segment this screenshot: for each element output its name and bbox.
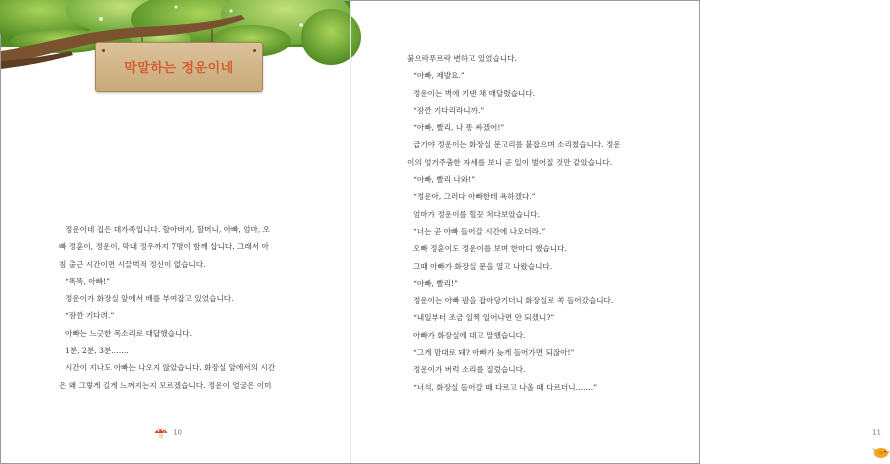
text-line: 그때 아빠가 화장실 문을 열고 나왔습니다.	[413, 261, 553, 271]
text-line: “정운아, 그러다 아빠한테 욕하겠다.”	[413, 192, 536, 202]
text-line: “아빠, 빨리 나와!”	[413, 175, 476, 185]
text-line: 아빠가 화장실에 대고 말했습니다.	[413, 330, 526, 340]
text-line: 정운이네 집은 대가족입니다. 할아버지, 할머니, 아빠, 엄마, 오	[65, 225, 271, 234]
text-line: 정운이는 벽에 기댄 채 매달렸습니다.	[413, 88, 536, 98]
text-line: 이의 엉거주춤한 자세를 보니 곧 일이 벌어질 것만 같았습니다.	[407, 157, 613, 167]
right-page	[350, 1, 881, 463]
text-line: 정운이는 아빠 팔을 잡아당기더니 화장실로 쏙 들어갔습니다.	[413, 296, 614, 306]
page-number: 10	[173, 428, 183, 437]
text-line: 정운이가 버럭 소리를 질렀습니다.	[413, 365, 526, 375]
page-number: 11	[872, 428, 881, 437]
text-line: 침 출근 시간이면 시끌벅적 정신이 없습니다.	[59, 259, 206, 269]
text-line: “너는 곧 아빠 들어갈 시간에 나오더라.”	[413, 226, 546, 236]
right-page-footer	[872, 422, 890, 460]
text-line: “똑똑, 아빠!”	[65, 276, 110, 286]
text-line: “아빠, 빨리, 나 똥 싸겠어!”	[413, 123, 505, 133]
chapter-title: 막말하는 정운이네	[124, 61, 234, 76]
text-line: “너석, 화장실 들어갈 때 다르고 나올 때 다르더니…….”	[413, 382, 598, 392]
text-line: 정운이가 화장실 앞에서 배를 부여잡고 있었습니다.	[65, 294, 234, 304]
text-line: “아빠, 빨리!”	[413, 278, 458, 288]
left-page-body	[59, 221, 315, 394]
text-line: 1분, 2분, 3분…….	[65, 346, 129, 356]
mushroom-icon	[154, 426, 168, 440]
text-line: “내일부터 조금 일찍 일어나면 안 되겠니?”	[413, 313, 555, 323]
bird-icon	[872, 445, 890, 459]
text-line: 붉으락푸르락 변하고 있었습니다.	[407, 54, 517, 63]
text-line: 급기야 정운이는 화장실 문고리를 붙잡으며 소리쳤습니다. 정운	[413, 140, 621, 150]
text-line: “그게 맘대로 돼? 아빠가 늦게 들어가면 되잖아!”	[413, 348, 575, 358]
chapter-title-sign	[95, 42, 263, 92]
text-line: 오빠 정훈이도 정운이를 보며 한마디 했습니다.	[413, 244, 567, 254]
right-page-body	[407, 50, 673, 396]
text-line: “잠깐 기다려.”	[65, 311, 115, 321]
text-line: 은 왜 그렇게 길게 느껴지는지 모르겠습니다. 정운이 얼굴은 이미	[59, 380, 272, 390]
text-line: 빠 정훈이, 정운이, 막내 정우까지 7명이 함께 삽니다. 그래서 아	[59, 242, 269, 252]
text-line: “아빠, 제발요.”	[413, 71, 465, 81]
text-line: 엄마가 정운이를 힐끗 쳐다보았습니다.	[413, 209, 541, 219]
left-page	[1, 1, 350, 463]
left-page-footer	[154, 422, 182, 441]
text-line: “잠깐 기다리라니까.”	[413, 105, 485, 115]
text-line: 아빠는 느긋한 목소리로 대답했습니다.	[65, 328, 193, 338]
text-line: 시간이 지나도 아빠는 나오지 않았습니다. 화장실 앞에서의 시간	[65, 363, 276, 373]
